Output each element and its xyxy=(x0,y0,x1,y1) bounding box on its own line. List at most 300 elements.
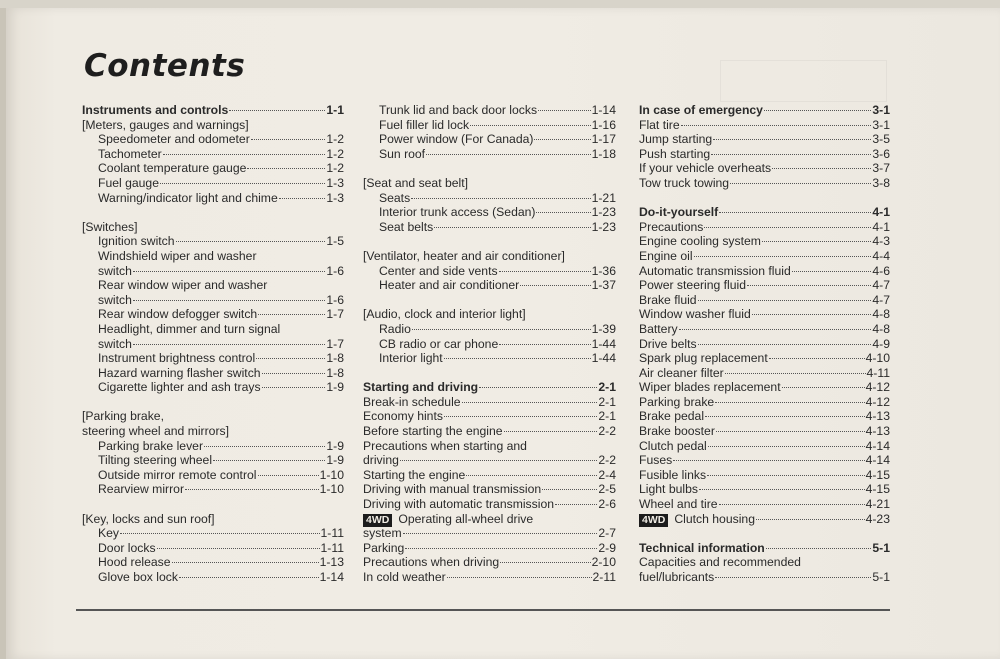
toc-entry-text: Window washer fluid xyxy=(639,307,751,322)
bleed-through xyxy=(720,60,887,102)
toc-page-number: 1-11 xyxy=(320,526,344,541)
toc-entry xyxy=(639,497,890,512)
toc-page-number: 2-2 xyxy=(598,453,616,468)
toc-page-number: 3-1 xyxy=(872,117,890,132)
toc-page-number: 4-8 xyxy=(872,321,890,336)
toc-entry-title xyxy=(98,161,246,176)
toc-page-number: 4-8 xyxy=(872,307,890,322)
toc-entry-title xyxy=(639,293,697,308)
toc-page-number: 2-5 xyxy=(598,482,616,497)
toc-entry-text: Wiper blades replacement xyxy=(639,380,781,395)
dot-leader xyxy=(258,314,325,315)
toc-page-number: 4-13 xyxy=(865,424,890,439)
toc-entry-title xyxy=(363,380,478,395)
dot-leader xyxy=(133,271,326,272)
toc-entry-text: switch xyxy=(98,263,132,278)
toc-entry xyxy=(82,351,344,366)
toc-label xyxy=(363,512,616,527)
dot-leader xyxy=(698,300,872,301)
dot-leader xyxy=(536,212,590,213)
toc-entry xyxy=(363,191,616,206)
toc-entry-title xyxy=(98,468,257,483)
dot-leader xyxy=(715,402,864,403)
dot-leader xyxy=(705,416,865,417)
dot-leader xyxy=(694,256,872,257)
dot-leader xyxy=(185,489,319,490)
toc-page-number: 1-2 xyxy=(326,161,344,176)
toc-page-number: 1-10 xyxy=(319,482,344,497)
toc-page-number: 4-21 xyxy=(865,497,890,512)
toc-entry-title xyxy=(98,541,156,556)
toc-entry xyxy=(82,439,344,454)
dot-leader xyxy=(711,154,871,155)
toc-entry xyxy=(82,293,344,308)
toc-entry-text: Windshield wiper and washer xyxy=(98,248,257,263)
toc-entry-text: Battery xyxy=(639,321,678,336)
bottom-rule xyxy=(76,609,890,611)
toc-entry xyxy=(639,161,890,176)
toc-entry-text: Automatic transmission fluid xyxy=(639,263,791,278)
toc-entry-text: Jump starting xyxy=(639,132,713,147)
dot-leader xyxy=(444,358,591,359)
toc-label xyxy=(82,409,344,424)
toc-entry-title xyxy=(379,264,498,279)
toc-entry-title xyxy=(639,322,678,337)
spacer xyxy=(363,234,616,249)
dot-leader xyxy=(262,373,326,374)
spacer xyxy=(363,366,616,381)
spacer xyxy=(363,293,616,308)
toc-entry-text: Hazard warning flasher switch xyxy=(98,365,261,380)
dot-leader xyxy=(756,519,865,520)
toc-column-3 xyxy=(639,103,890,585)
toc-entry xyxy=(639,264,890,279)
toc-entry-text: Heater and air conditioner xyxy=(379,278,520,293)
toc-entry-title xyxy=(98,337,132,352)
toc-entry-title xyxy=(98,482,184,497)
toc-entry xyxy=(82,482,344,497)
toc-page-number: 3-7 xyxy=(872,161,890,176)
toc-entry xyxy=(363,220,616,235)
dot-leader xyxy=(769,358,865,359)
toc-entry-text: [Parking brake, xyxy=(82,409,164,424)
dot-leader xyxy=(412,329,591,330)
dot-leader xyxy=(444,416,597,417)
toc-entry-title xyxy=(363,249,565,263)
toc-page-number: 2-1 xyxy=(598,380,616,395)
dot-leader xyxy=(708,446,865,447)
dot-leader xyxy=(258,475,319,476)
toc-entry xyxy=(363,205,616,220)
toc-page-number: 5-1 xyxy=(872,540,890,555)
toc-page-number: 3-8 xyxy=(872,175,890,190)
dot-leader xyxy=(698,344,872,345)
toc-entry-text: Driving with automatic transmission xyxy=(363,497,555,512)
toc-entry-title xyxy=(98,570,178,585)
toc-page-number: 3-1 xyxy=(872,103,890,117)
toc-page-number: 4-7 xyxy=(872,292,890,307)
toc-entry-title xyxy=(98,264,132,279)
toc-section-heading xyxy=(639,103,890,118)
toc-entry xyxy=(363,526,616,541)
toc-page-number: 2-1 xyxy=(598,394,616,409)
toc-entry-text: [Ventilator, heater and air conditioner] xyxy=(363,248,565,263)
dot-leader xyxy=(752,314,872,315)
toc-label xyxy=(82,249,344,264)
dot-leader xyxy=(764,110,871,111)
toc-entry-title xyxy=(639,132,712,147)
toc-page-number: 1-7 xyxy=(326,336,344,351)
toc-page-number: 1-23 xyxy=(591,205,616,220)
toc-entry xyxy=(363,555,616,570)
toc-entry-title xyxy=(363,468,465,483)
toc-page-number: 1-2 xyxy=(326,132,344,147)
toc-page-number: 1-23 xyxy=(591,219,616,234)
toc-entry-title xyxy=(639,118,680,133)
toc-entry xyxy=(363,351,616,366)
toc-entry-text: Ignition switch xyxy=(98,234,175,249)
toc-entry xyxy=(639,278,890,293)
toc-label xyxy=(82,512,344,527)
toc-entry-text: Instrument brightness control xyxy=(98,351,256,366)
dot-leader xyxy=(426,154,591,155)
toc-page-number: 4-10 xyxy=(865,351,890,366)
toc-page-number: 2-11 xyxy=(592,570,616,584)
dot-leader xyxy=(747,285,871,286)
toc-entry xyxy=(639,234,890,249)
toc-page-number: 1-9 xyxy=(326,380,344,395)
toc-page-number: 1-10 xyxy=(319,467,344,482)
toc-entry-title xyxy=(379,118,469,133)
toc-page-number: 2-4 xyxy=(598,467,616,482)
toc-entry xyxy=(363,118,616,133)
toc-entry-title xyxy=(639,337,697,352)
toc-page-number: 3-6 xyxy=(872,146,890,161)
toc-entry xyxy=(363,541,616,556)
toc-entry-text: switch xyxy=(98,292,132,307)
toc-entry-title xyxy=(98,380,261,395)
dot-leader xyxy=(499,344,590,345)
toc-entry-text: Fusible links xyxy=(639,467,707,482)
toc-entry xyxy=(363,132,616,147)
toc-entry-title xyxy=(98,439,203,454)
toc-label xyxy=(82,220,344,235)
toc-entry xyxy=(363,147,616,162)
toc-page-number: 1-44 xyxy=(591,351,616,366)
toc-entry xyxy=(639,439,890,454)
toc-entry xyxy=(639,132,890,147)
toc-entry-text: Seat belts xyxy=(379,219,434,234)
toc-entry-title xyxy=(639,468,706,483)
toc-entry-title xyxy=(363,541,404,556)
toc-entry-text: switch xyxy=(98,336,132,351)
toc-entry-title xyxy=(363,512,533,526)
toc-entry-text: Outside mirror remote control xyxy=(98,467,257,482)
dot-leader xyxy=(730,183,871,184)
toc-page-number: 2-9 xyxy=(598,540,616,555)
toc-column-2 xyxy=(363,103,616,585)
dot-leader xyxy=(462,402,598,403)
toc-entry-title xyxy=(98,132,250,147)
toc-entry xyxy=(363,103,616,118)
toc-entry-text: Drive belts xyxy=(639,336,697,351)
toc-entry-text: Wheel and tire xyxy=(639,497,718,512)
toc-page-number: 2-6 xyxy=(598,497,616,512)
toc-entry-title xyxy=(82,103,228,118)
toc-entry-text: Fuel filler lid lock xyxy=(379,117,470,132)
toc-page-number: 1-39 xyxy=(591,321,616,336)
toc-page-number: 1-3 xyxy=(326,175,344,190)
toc-entry-text: Power window (For Canada) xyxy=(379,132,534,147)
toc-entry-text: Brake booster xyxy=(639,424,715,439)
toc-entry-title xyxy=(639,103,763,118)
toc-entry xyxy=(363,497,616,512)
toc-page-number: 1-8 xyxy=(326,351,344,366)
toc-entry-text: driving xyxy=(363,453,399,468)
toc-entry-title xyxy=(379,322,411,337)
toc-entry-title xyxy=(98,526,119,541)
toc-page-number: 2-1 xyxy=(598,409,616,424)
toc-entry-text: Clutch housing xyxy=(674,511,755,526)
toc-entry-title xyxy=(98,307,257,322)
spacer xyxy=(639,526,890,541)
toc-entry-text: [Switches] xyxy=(82,219,138,234)
toc-entry-title xyxy=(379,220,433,235)
toc-entry xyxy=(639,351,890,366)
toc-entry-text: Engine cooling system xyxy=(639,234,761,249)
dot-leader xyxy=(713,139,871,140)
toc-page-number: 4-12 xyxy=(865,380,890,395)
toc-entry xyxy=(82,132,344,147)
toc-page-number: 4-14 xyxy=(865,453,890,468)
toc-page-number: 4-12 xyxy=(865,394,890,409)
toc-entry xyxy=(639,468,890,483)
toc-entry-title xyxy=(82,409,164,423)
toc-entry-text: Air cleaner filter xyxy=(639,365,724,380)
dot-leader xyxy=(766,548,872,549)
dot-leader xyxy=(762,241,871,242)
toc-entry-title xyxy=(639,161,771,176)
toc-entry-text: Operating all-wheel drive xyxy=(398,511,534,526)
toc-entry xyxy=(82,147,344,162)
toc-entry-title xyxy=(639,555,801,569)
dot-leader xyxy=(699,489,865,490)
toc-entry-title xyxy=(639,482,698,497)
toc-entry-text: CB radio or car phone xyxy=(379,336,499,351)
toc-entry-title xyxy=(639,234,761,249)
toc-entry-text: Break-in schedule xyxy=(363,394,461,409)
toc-entry xyxy=(639,307,890,322)
toc-page-number: 2-2 xyxy=(598,424,616,439)
toc-entry xyxy=(82,234,344,249)
toc-label xyxy=(82,118,344,133)
toc-entry xyxy=(639,147,890,162)
toc-page-number: 1-9 xyxy=(326,438,344,453)
toc-entry-title xyxy=(98,176,159,191)
toc-page-number: 4-4 xyxy=(872,248,890,263)
dot-leader xyxy=(247,168,325,169)
dot-leader xyxy=(673,460,864,461)
toc-entry xyxy=(639,337,890,352)
toc-entry xyxy=(363,395,616,410)
dot-leader xyxy=(681,125,872,126)
toc-label xyxy=(363,439,616,454)
toc-page-number: 1-44 xyxy=(591,336,616,351)
toc-page-number: 4-9 xyxy=(872,336,890,351)
toc-entry xyxy=(363,468,616,483)
toc-entry-title xyxy=(379,132,533,147)
toc-entry-text: Push starting xyxy=(639,146,711,161)
toc-entry xyxy=(363,278,616,293)
toc-entry xyxy=(639,424,890,439)
dot-leader xyxy=(500,562,590,563)
toc-entry xyxy=(82,570,344,585)
dot-leader xyxy=(160,183,325,184)
toc-entry-title xyxy=(639,439,707,454)
toc-entry-text: Seats xyxy=(379,190,411,205)
toc-entry-title xyxy=(639,176,729,191)
toc-entry-title xyxy=(379,103,537,118)
toc-entry-title xyxy=(98,293,132,308)
toc-entry-text: Speedometer and odometer xyxy=(98,132,250,147)
toc-entry xyxy=(82,380,344,395)
toc-page-number: 1-36 xyxy=(591,263,616,278)
toc-entry-text: [Meters, gauges and warnings] xyxy=(82,117,249,132)
toc-entry xyxy=(82,264,344,279)
toc-entry-text: Engine oil xyxy=(639,248,693,263)
dot-leader xyxy=(716,431,865,432)
toc-entry-title xyxy=(379,278,519,293)
toc-entry xyxy=(639,118,890,133)
toc-entry-title xyxy=(639,409,704,424)
toc-entry-text: Power steering fluid xyxy=(639,278,747,293)
toc-page-number: 4-15 xyxy=(865,467,890,482)
toc-entry-title xyxy=(98,555,171,570)
dot-leader xyxy=(792,271,872,272)
toc-page-number: 1-18 xyxy=(591,146,616,161)
toc-label xyxy=(82,424,344,439)
dot-leader xyxy=(229,110,325,111)
toc-page-number: 1-16 xyxy=(591,117,616,132)
toc-page-number: 1-1 xyxy=(326,103,344,117)
toc-page-number: 1-9 xyxy=(326,453,344,468)
toc-entry-text: Rearview mirror xyxy=(98,482,184,497)
page-title: Contents xyxy=(84,48,246,84)
toc-page-number: 4-3 xyxy=(872,234,890,249)
toc-entry-text: Warning/indicator light and chime xyxy=(98,190,278,205)
dot-leader xyxy=(707,475,865,476)
toc-section-heading xyxy=(639,205,890,220)
toc-entry xyxy=(82,526,344,541)
toc-page-number: 5-1 xyxy=(872,570,890,584)
toc-entry xyxy=(639,395,890,410)
dot-leader xyxy=(262,387,326,388)
toc-page-number: 4-11 xyxy=(866,365,890,380)
toc-entry xyxy=(363,337,616,352)
toc-label xyxy=(363,249,616,264)
toc-entry-title xyxy=(363,395,461,410)
dot-leader xyxy=(157,548,320,549)
toc-page-number: 4-1 xyxy=(872,205,890,220)
toc-entry-text: [Key, locks and sun roof] xyxy=(82,511,215,526)
dot-leader xyxy=(466,475,597,476)
toc-entry-text: Brake pedal xyxy=(639,409,705,424)
toc-entry-text: Key xyxy=(98,526,120,541)
toc-entry xyxy=(363,409,616,424)
toc-column-1 xyxy=(82,103,344,585)
toc-entry-text: Brake fluid xyxy=(639,292,697,307)
toc-entry-text: If your vehicle overheats xyxy=(639,161,772,176)
toc-entry-title xyxy=(639,570,714,585)
toc-label xyxy=(82,278,344,293)
dot-leader xyxy=(411,198,590,199)
toc-entry-text: Instruments and controls xyxy=(82,103,229,117)
toc-entry-text: Before starting the engine xyxy=(363,424,503,439)
dot-leader xyxy=(251,139,326,140)
dot-leader xyxy=(479,387,597,388)
toc-page-number: 1-11 xyxy=(320,540,344,555)
toc-page-number: 1-37 xyxy=(591,278,616,293)
toc-entry-text: [Seat and seat belt] xyxy=(363,175,469,190)
spacer xyxy=(82,395,344,410)
dot-leader xyxy=(172,562,319,563)
toc-entry-text: Sun roof xyxy=(379,146,426,161)
toc-entry-text: Fuses xyxy=(639,453,673,468)
toc-entry-text: Parking brake lever xyxy=(98,438,203,453)
dot-leader xyxy=(176,241,326,242)
toc-section-heading xyxy=(82,103,344,118)
toc-entry-title xyxy=(639,307,751,322)
toc-entry xyxy=(82,366,344,381)
toc-entry xyxy=(639,512,890,527)
toc-entry-text: Do-it-yourself xyxy=(639,205,719,220)
toc-entry-text: Precautions xyxy=(639,219,704,234)
toc-page-number: 1-3 xyxy=(326,190,344,205)
toc-entry-title xyxy=(363,526,402,541)
toc-entry xyxy=(82,337,344,352)
toc-page-number: 3-5 xyxy=(872,132,890,147)
toc-page-number: 4-14 xyxy=(865,438,890,453)
dot-leader xyxy=(520,285,590,286)
toc-entry-title xyxy=(82,118,249,132)
toc-entry xyxy=(639,570,890,585)
toc-entry xyxy=(639,220,890,235)
toc-entry-text: Headlight, dimmer and turn signal xyxy=(98,321,281,336)
toc-entry-title xyxy=(98,278,267,292)
toc-entry-text: Cigarette lighter and ash trays xyxy=(98,380,261,395)
toc-entry-title xyxy=(98,351,255,366)
toc-entry-title xyxy=(379,147,425,162)
toc-entry-title xyxy=(98,191,278,206)
dot-leader xyxy=(434,227,590,228)
toc-entry xyxy=(639,366,890,381)
toc-entry-title xyxy=(639,497,718,512)
toc-entry-text: Driving with manual transmission xyxy=(363,482,542,497)
toc-entry xyxy=(639,453,890,468)
toc-section-heading xyxy=(639,541,890,556)
toc-page-number: 1-17 xyxy=(591,132,616,147)
dot-leader xyxy=(405,548,597,549)
toc-entry xyxy=(82,541,344,556)
toc-page-number: 2-7 xyxy=(598,526,616,541)
toc-entry-title xyxy=(379,337,498,352)
toc-section-heading xyxy=(363,380,616,395)
spacer xyxy=(363,161,616,176)
toc-entry-text: Clutch pedal xyxy=(639,438,707,453)
toc-entry-title xyxy=(379,351,443,366)
dot-leader xyxy=(400,460,597,461)
toc-entry xyxy=(639,176,890,191)
